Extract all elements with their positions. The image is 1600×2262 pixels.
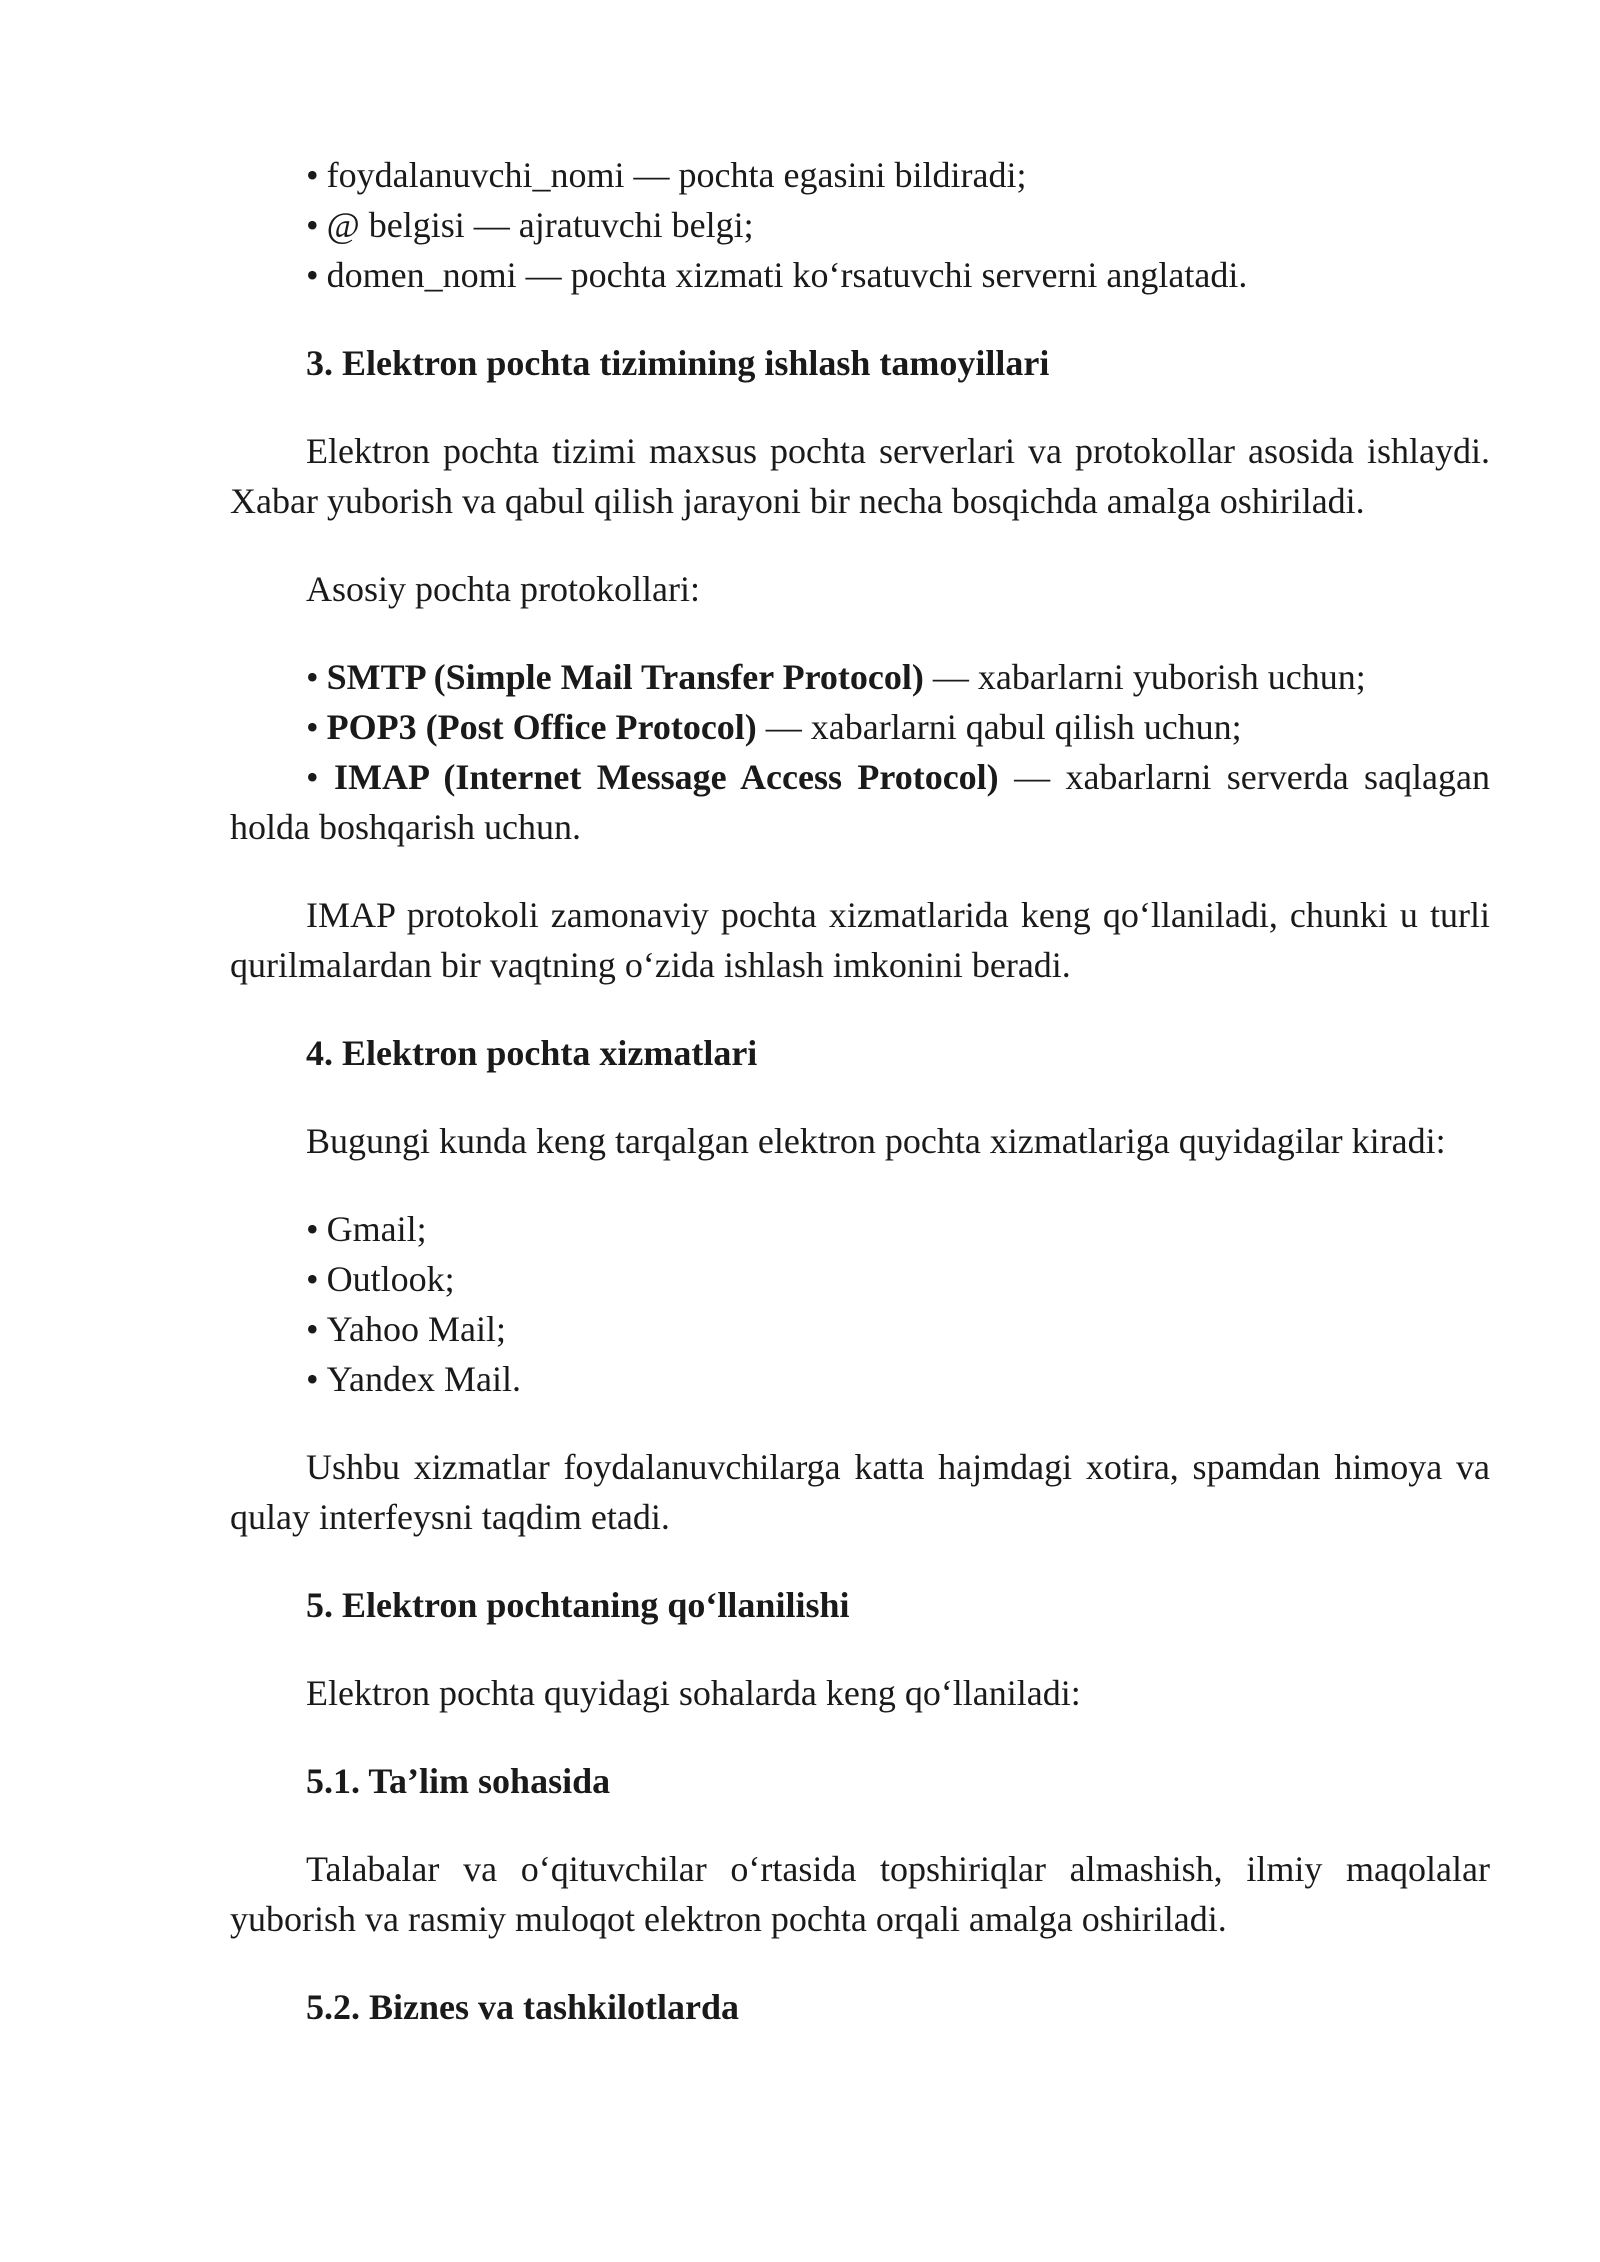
protocol-name: IMAP (Internet Message Access Protocol) bbox=[334, 757, 999, 797]
list-item: • @ belgisi — ajratuvchi belgi; bbox=[230, 200, 1490, 250]
protocol-item bbox=[230, 652, 1490, 702]
paragraph: Elektron pochta quyidagi sohalarda keng qo‘llaniladi: bbox=[306, 1673, 1081, 1713]
section-heading: 5. Elektron pochtaning qo‘llanilishi bbox=[306, 1585, 850, 1625]
protocol-desc: — xabarlarni serverda saqlagan holda boshqarish uchun. bbox=[230, 757, 1491, 847]
section-heading: 3. Elektron pochta tizimining ishlash tamoyillari bbox=[306, 343, 1050, 383]
subsection-heading: 5.2. Biznes va tashkilotlarda bbox=[306, 1987, 740, 2027]
paragraph: IMAP protokoli zamonaviy pochta xizmatlarida keng qo‘llaniladi, chunki u turli qurilmalardan bir vaqtning o‘zida ishlash imkonini beradi. bbox=[230, 895, 1490, 985]
paragraph: Ushbu xizmatlar foydalanuvchilarga katta hajmdagi xotira, spamdan himoya va qulay interfeysni taqdim etadi. bbox=[230, 1447, 1490, 1537]
paragraph: Elektron pochta tizimi maxsus pochta serverlari va protokollar asosida ishlaydi. Xabar yuborish va qabul qilish jarayoni bir necha bosqichda amalga oshiriladi. bbox=[230, 431, 1490, 521]
paragraph: Bugungi kunda keng tarqalgan elektron pochta xizmatlariga quyidagilar kiradi: bbox=[306, 1121, 1446, 1161]
service-item: • Yahoo Mail; bbox=[230, 1304, 1490, 1354]
list-item: • foydalanuvchi_nomi — pochta egasini bildiradi; bbox=[230, 150, 1490, 200]
service-item: • Outlook; bbox=[230, 1254, 1490, 1304]
protocol-item bbox=[230, 702, 1490, 752]
protocol-item: • IMAP (Internet Message Access Protocol) — xabarlarni serverda saqlagan holda boshqarish uchun. bbox=[230, 757, 1491, 847]
section-heading: 4. Elektron pochta xizmatlari bbox=[306, 1033, 758, 1073]
protocol-name: POP3 (Post Office Protocol) bbox=[326, 707, 757, 747]
document-body bbox=[230, 150, 1490, 2032]
protocol-desc: — xabarlarni qabul qilish uchun; bbox=[756, 707, 1242, 747]
list-item: • domen_nomi — pochta xizmati ko‘rsatuvchi serverni anglatadi. bbox=[230, 250, 1490, 300]
subsection-heading: 5.1. Ta’lim sohasida bbox=[306, 1761, 611, 1801]
paragraph: Asosiy pochta protokollari: bbox=[306, 569, 700, 609]
paragraph: Talabalar va o‘qituvchilar o‘rtasida topshiriqlar almashish, ilmiy maqolalar yuborish va rasmiy muloqot elektron pochta orqali amalga oshiriladi. bbox=[230, 1849, 1490, 1939]
protocol-desc: — xabarlarni yuborish uchun; bbox=[923, 657, 1366, 697]
protocol-name: SMTP (Simple Mail Transfer Protocol) bbox=[326, 657, 924, 697]
service-item: • Gmail; bbox=[230, 1204, 1490, 1254]
service-item: • Yandex Mail. bbox=[230, 1354, 1490, 1404]
